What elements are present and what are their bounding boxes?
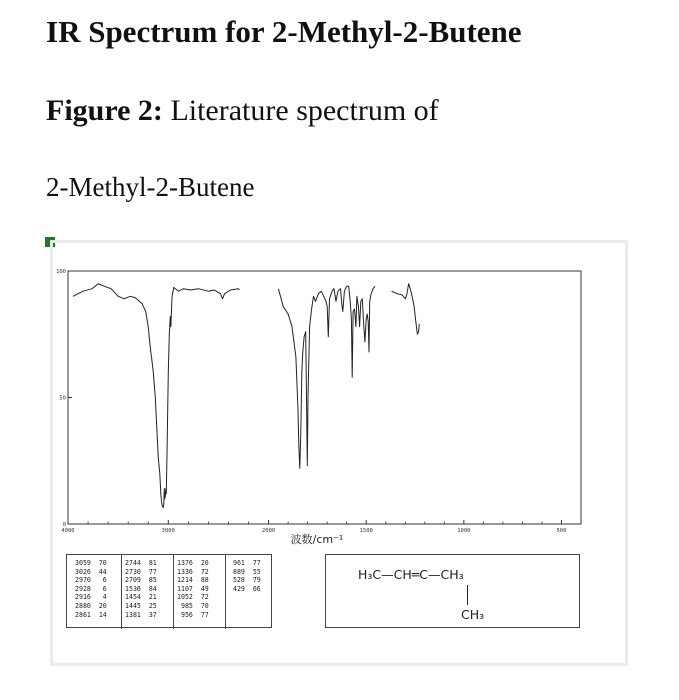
peak-table-column <box>229 559 261 593</box>
x-tick-label: 3000 <box>161 528 175 534</box>
peak-table-row: 1107 49 <box>177 584 209 593</box>
peak-table-row: 1336 72 <box>177 567 209 576</box>
x-tick-label: 2000 <box>261 528 276 534</box>
peak-table-column <box>75 559 107 619</box>
peak-table-row: 528 79 <box>229 576 261 585</box>
peak-table-row: 961 77 <box>229 559 261 567</box>
y-tick-label: 0 <box>62 522 66 528</box>
peak-table-row: 2861 14 <box>75 610 107 619</box>
x-tick-label: 1500 <box>359 528 373 534</box>
x-tick-label: 4000 <box>61 528 75 534</box>
spectrum-trace <box>392 284 420 335</box>
peak-table-row: 2744 81 <box>125 559 157 567</box>
peak-table <box>66 554 272 628</box>
y-tick-label: 100 <box>56 269 66 275</box>
peak-table-row: 1376 20 <box>177 559 209 567</box>
caption-compound-name: 2-Methyl-2-Butene <box>46 172 255 202</box>
caption-text: Literature spectrum of <box>170 94 439 127</box>
peak-table-row: 1381 37 <box>125 610 157 619</box>
peak-table-row: 3026 44 <box>75 567 107 576</box>
peak-table-row: 2928 6 <box>75 584 107 593</box>
figure-caption <box>46 94 439 128</box>
x-tick-label: 1000 <box>457 528 471 534</box>
peak-table-row: 2916 4 <box>75 593 107 602</box>
peak-table-row: 1454 21 <box>125 593 157 602</box>
peak-table-row: 1052 72 <box>177 593 209 602</box>
structural-formula: H₃C—CH═C—CH₃ <box>358 567 464 582</box>
peak-table-row: 2970 6 <box>75 576 107 585</box>
peak-table-row: 956 77 <box>177 610 209 619</box>
spectrum-trace <box>278 286 375 468</box>
ir-spectrum-chart <box>50 243 610 555</box>
page-title: IR Spectrum for 2-Methyl-2-Butene <box>46 14 522 49</box>
spectrum-trace <box>73 284 240 508</box>
peak-table-row: 889 55 <box>229 567 261 576</box>
x-tick-label: 500 <box>556 528 567 534</box>
peak-table-row: 2709 85 <box>125 576 157 585</box>
branch-bond <box>467 585 468 605</box>
structure-box <box>325 554 580 628</box>
x-axis-label: 波数/cm⁻¹ <box>290 533 344 546</box>
figure-number: Figure 2: <box>46 94 163 127</box>
peak-table-row: 1445 25 <box>125 601 157 610</box>
y-tick-label: 50 <box>59 395 66 402</box>
peak-table-row: 429 66 <box>229 584 261 593</box>
methyl-branch: CH₃ <box>461 607 485 622</box>
peak-table-column <box>177 559 209 619</box>
peak-table-row: 985 70 <box>177 601 209 610</box>
peak-table-row: 2730 77 <box>125 567 157 576</box>
peak-table-row: 3059 70 <box>75 559 107 567</box>
peak-table-row: 2880 20 <box>75 601 107 610</box>
peak-table-row: 1536 84 <box>125 584 157 593</box>
peak-table-column <box>125 559 157 619</box>
peak-table-row: 1214 88 <box>177 576 209 585</box>
